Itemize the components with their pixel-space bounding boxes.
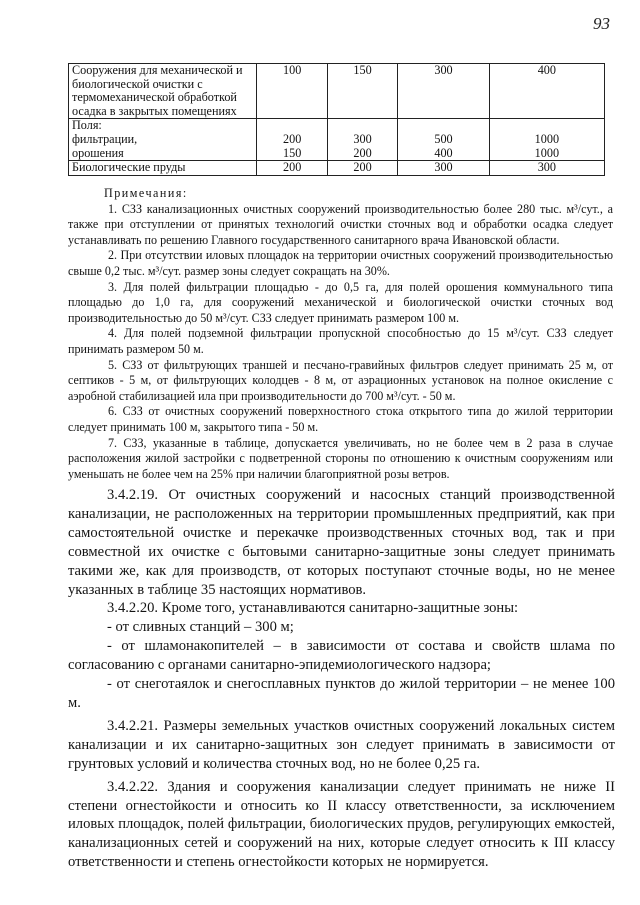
note-item: 4. Для полей подземной фильтрации пропускной способностью до 15 м³/сут. СЗЗ следует принимать размером 50 м. (68, 326, 613, 356)
table-cell-label: Биологические пруды (69, 161, 257, 176)
list-item: - от шламонакопителей – в зависимости от состава и свойств шлама по согласованию с органами санитарно-эпидемиологического надзора; (68, 638, 615, 674)
table-cell-label: Сооружения для механической и биологической очистки с термомеханической обработкой осадка в закрытых помещениях (69, 64, 257, 119)
table-cell-value: 200 150 (257, 119, 327, 161)
table-cell-value: 300 (398, 161, 489, 176)
paragraph: 3.4.2.22. Здания и сооружения канализации следует принимать не ниже II степени огнестойкости и относить ко II классу ответственности, за исключением иловых площадок, полей фильтрации, биологических прудов, регулирующих емкостей, канализационных сетей и сооружений на них, которые следует относить к III классу ответственности и степень огнестойкости которых не нормируется. (68, 778, 615, 871)
page-number: 93 (593, 14, 610, 33)
table-cell-value: 300 200 (327, 119, 397, 161)
table-cell-value: 300 (398, 64, 489, 119)
paragraph: 3.4.2.19. От очистных сооружений и насосных станций производственной канализации, не расположенных на территории промышленных предприятий, как при самостоятельной очистке и перекачке производственных сточных вод, так и при совместной их очистке с бытовыми санитарно-защитные зоны следует принимать такими же, как для производств, от которых поступают сточные воды, но не менее указанных в таблице 35 настоящих нормативов. (68, 487, 615, 598)
table-cell-value: 150 (327, 64, 397, 119)
table-cell-value: 200 (257, 161, 327, 176)
table-row (69, 119, 605, 161)
table-cell-label: Поля: фильтрации, орошения (69, 119, 257, 161)
table-cell-value: 500 400 (398, 119, 489, 161)
table-cell-value: 100 (257, 64, 327, 119)
notes-heading: Примечания: (104, 186, 188, 200)
note-item: 3. Для полей фильтрации площадью - до 0,5 га, для полей орошения коммунального типа площадью до 1,0 га, для сооружений механической и биологической очистки сточных вод производительностью до 50 м³/сут. СЗЗ следует принимать размером 100 м. (68, 279, 613, 325)
note-item: 7. СЗЗ, указанные в таблице, допускается увеличивать, но не более чем в 2 раза в случае расположения жилой застройки с подветренной стороны по отношению к очистным сооружениям или уменьшать не более чем на 25% при наличии благоприятной розы ветров. (68, 435, 613, 481)
table-cell-value: 300 (489, 161, 604, 176)
note-item: 6. СЗЗ от очистных сооружений поверхностного стока открытого типа до жилой территории следует принимать 100 м, закрытого типа - 50 м. (68, 404, 613, 434)
table-row (69, 161, 605, 176)
note-item: 1. СЗЗ канализационных очистных сооружений производительностью более 280 тыс. м³/сут., а также при отступлении от принятых технологий очистки сточных вод и обработки осадка следует устанавливать по решению Главного государственного санитарного врача Ивановской области. (68, 201, 613, 247)
table-row (69, 64, 605, 119)
paragraph: 3.4.2.21. Размеры земельных участков очистных сооружений локальных систем канализации и их санитарно-защитных зон следует принимать в зависимости от грунтовых условий и количества сточных вод, но не более 0,25 га. (68, 717, 615, 772)
list-item: - от снеготаялок и снегосплавных пунктов до жилой территории – не менее 100 м. (68, 676, 615, 711)
note-item: 5. СЗЗ от фильтрующих траншей и песчано-гравийных фильтров следует принимать 25 м, от септиков - 5 м, от фильтрующих колодцев - 8 м, от аэрационных установок на полное окисление с аэробной стабилизацией ила при производительности до 700 м³/сут. - 50 м. (68, 357, 613, 403)
main-text (68, 486, 615, 872)
notes-block (68, 186, 613, 482)
table-cell-value: 200 (327, 161, 397, 176)
table-cell-value: 1000 1000 (489, 119, 604, 161)
table-cell-value: 400 (489, 64, 604, 119)
paragraph: 3.4.2.20. Кроме того, устанавливаются санитарно-защитные зоны: (107, 600, 519, 617)
sanitary-zone-table (68, 63, 605, 176)
list-item: - от сливных станций – 300 м; (107, 619, 294, 636)
note-item: 2. При отсутствии иловых площадок на территории очистных сооружений производительностью свыше 0,2 тыс. м³/сут. размер зоны следует сокращать на 30%. (68, 248, 613, 278)
